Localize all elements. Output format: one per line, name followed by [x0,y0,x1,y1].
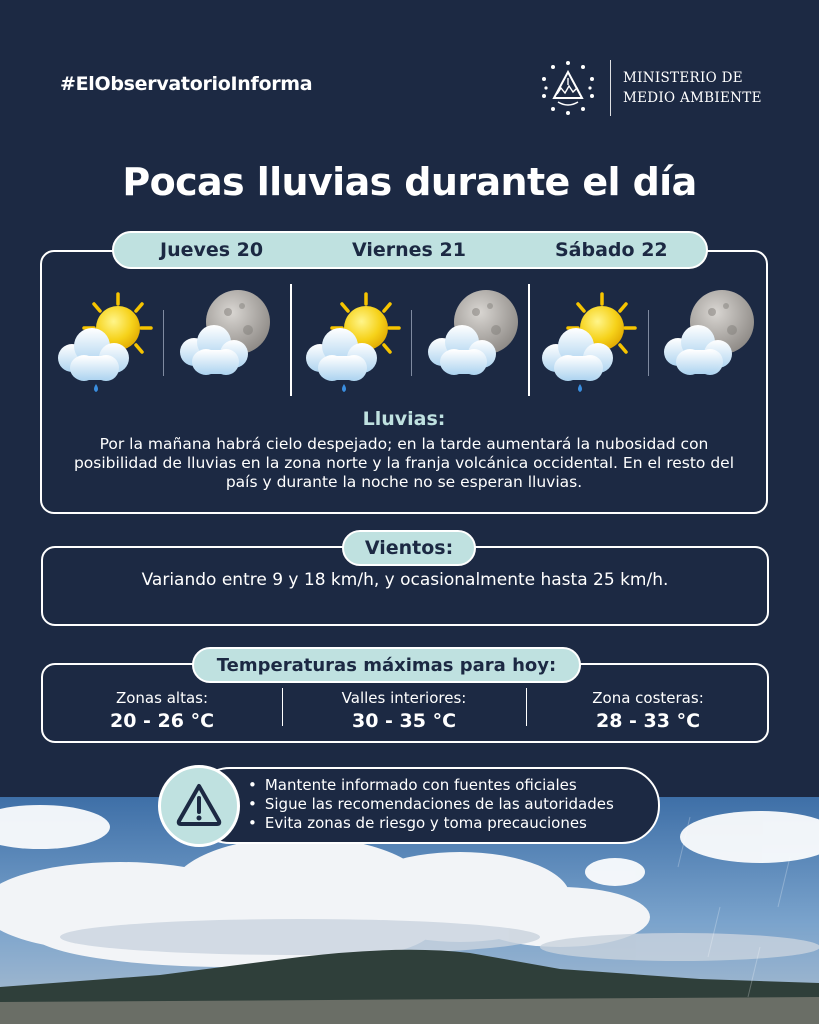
day-separator [528,284,530,396]
day-label-saturday: Sábado 22 [555,239,668,261]
alert-item: • Mantente informado con fuentes oficiales [248,776,614,795]
alert-item: • Evita zonas de riesgo y toma precauciones [248,814,614,833]
partly-sunny-rain-icon [540,290,640,396]
temp-zone-value: 28 - 33 °C [595,710,701,732]
ministry-name-line-2: MEDIO AMBIENTE [623,90,762,106]
day-label-thursday: Jueves 20 [160,239,264,261]
forecast-icons-row [40,284,768,396]
ministry-name [623,68,762,108]
hashtag: #ElObservatorioInforma [60,73,313,95]
ministry-logo [538,58,778,118]
temperature-heading: Temperaturas máximas para hoy: [192,647,581,683]
temp-zone-label: Zona costeras: [592,689,704,707]
rain-description: Por la mañana habrá cielo despejado; en la tarde aumentará la nubosidad con posibilidad de lluvias en la zona norte y la franja volcánica occidental. En el resto del país y durante la noche no se esperan lluvias. [73,435,735,491]
day-separator [290,284,292,396]
temp-zone-value: 20 - 26 °C [109,710,215,732]
temp-zone-label: Zonas altas: [115,689,209,707]
warning-icon [161,768,237,844]
moon-cloud-icon [660,290,760,386]
separator [411,310,412,376]
moon-cloud-icon [424,290,524,386]
ministry-name-line-1: MINISTERIO DE [623,70,743,86]
separator [163,310,164,376]
temp-zone-label: Valles interiores: [341,689,467,707]
day-label-friday: Viernes 21 [352,239,466,261]
rain-heading: Lluvias: [362,408,446,430]
wind-heading: Vientos: [342,530,476,566]
coat-of-arms-icon [538,58,598,118]
temp-zone-highlands [41,688,283,734]
partly-sunny-rain-icon [56,290,156,396]
separator [648,310,649,376]
alert-item: • Sigue las recomendaciones de las autoridades [248,795,614,814]
alert-list [248,776,614,833]
days-header [112,231,708,269]
page-title: Pocas lluvias durante el día [122,160,697,204]
partly-sunny-rain-icon [304,290,404,396]
moon-cloud-icon [176,290,276,386]
temp-zone-valleys [283,688,525,734]
alert-badge [158,765,240,847]
wind-description: Variando entre 9 y 18 km/h, y ocasionalmente hasta 25 km/h. [141,570,669,590]
temp-zone-coastal [527,688,769,734]
ministry-divider [610,60,611,116]
temp-zone-value: 30 - 35 °C [351,710,457,732]
